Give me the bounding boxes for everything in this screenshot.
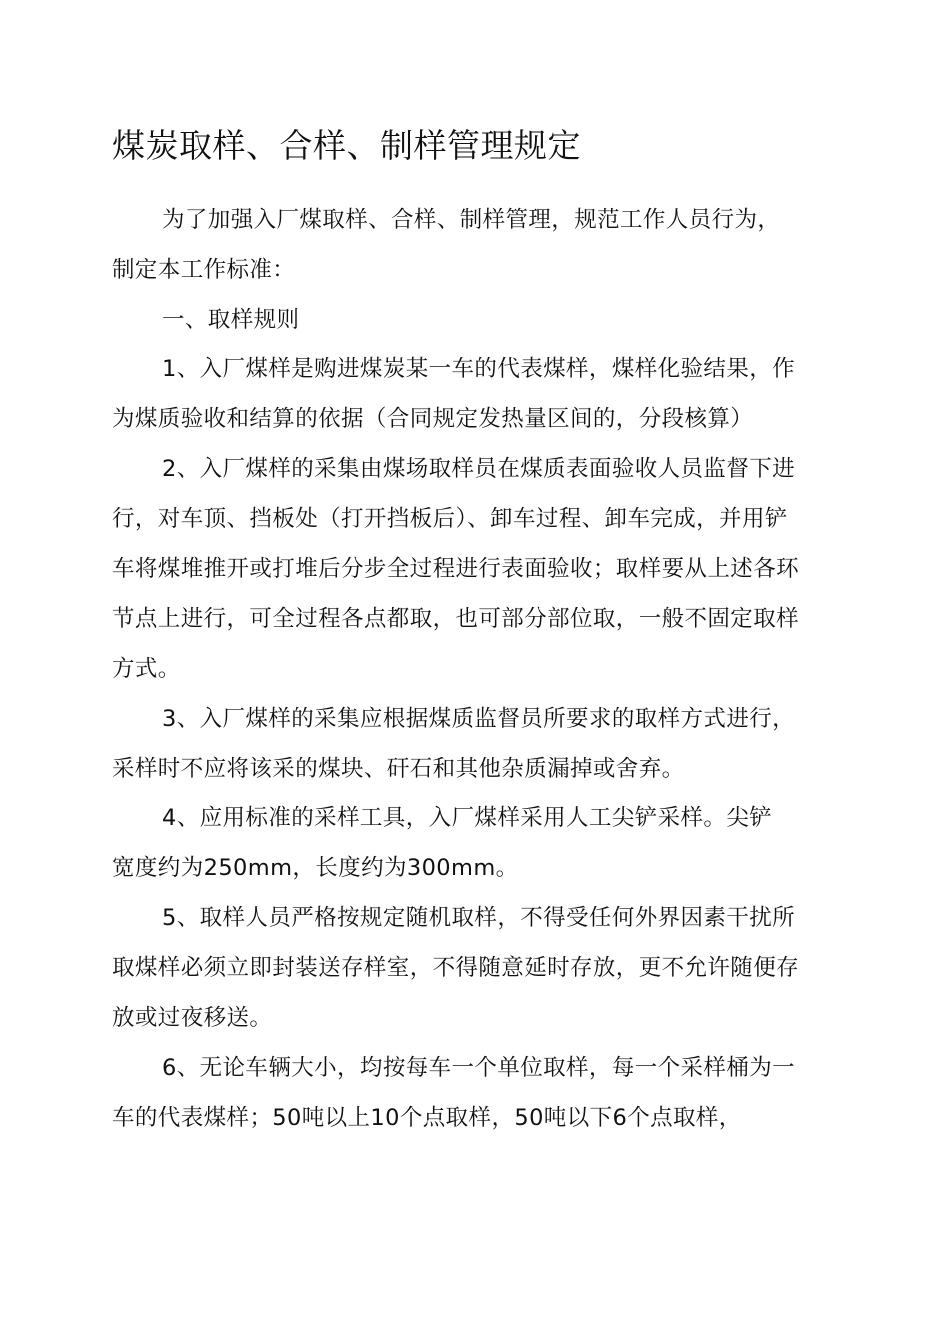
item-1-line-1: 1、入厂煤样是购进煤炭某一车的代表煤样，煤样化验结果，作 bbox=[162, 356, 796, 382]
item-4-line-2: 宽度约为250mm，长度约为300mm。 bbox=[112, 855, 519, 881]
item-2-line-3: 车将煤堆推开或打堆后分步全过程进行表面验收；取样要从上述各环 bbox=[112, 556, 800, 582]
item-2-line-5: 方式。 bbox=[112, 656, 181, 682]
item-2-line-4: 节点上进行，可全过程各点都取，也可部分部位取，一般不固定取样 bbox=[112, 606, 800, 632]
section-heading: 一、取样规则 bbox=[162, 307, 300, 333]
item-3-line-1: 3、入厂煤样的采集应根据煤质监督员所要求的取样方式进行， bbox=[162, 706, 796, 732]
item-5-line-1: 5、取样人员严格按规定随机取样，不得受任何外界因素干扰所 bbox=[162, 905, 796, 931]
item-2-line-2: 行，对车顶、挡板处（打开挡板后）、卸车过程、卸车完成，并用铲 bbox=[112, 506, 788, 532]
item-1-line-2: 为煤质验收和结算的依据（合同规定发热量区间的，分段核算） bbox=[112, 406, 754, 432]
item-2-line-1: 2、入厂煤样的采集由煤场取样员在煤质表面验收人员监督下进 bbox=[162, 456, 796, 482]
item-6-line-1: 6、无论车辆大小，均按每车一个单位取样，每一个采样桶为一 bbox=[162, 1055, 796, 1081]
item-3-line-2: 采样时不应将该采的煤块、矸石和其他杂质漏掉或舍弃。 bbox=[112, 756, 685, 782]
intro-line-2: 制定本工作标准： bbox=[112, 257, 296, 283]
item-5-line-2: 取煤样必须立即封装送存样室，不得随意延时存放，更不允许随便存 bbox=[112, 955, 800, 981]
item-6-line-2: 车的代表煤样；50吨以上10个点取样，50吨以下6个点取样， bbox=[112, 1105, 742, 1131]
item-5-line-3: 放或过夜移送。 bbox=[112, 1005, 273, 1031]
item-4-line-1: 4、应用标准的采样工具，入厂煤样采用人工尖铲采样。尖铲 bbox=[162, 805, 773, 831]
document-title: 煤炭取样、合样、制样管理规定 bbox=[112, 126, 581, 165]
intro-line-1: 为了加强入厂煤取样、合样、制样管理，规范工作人员行为， bbox=[162, 207, 781, 233]
